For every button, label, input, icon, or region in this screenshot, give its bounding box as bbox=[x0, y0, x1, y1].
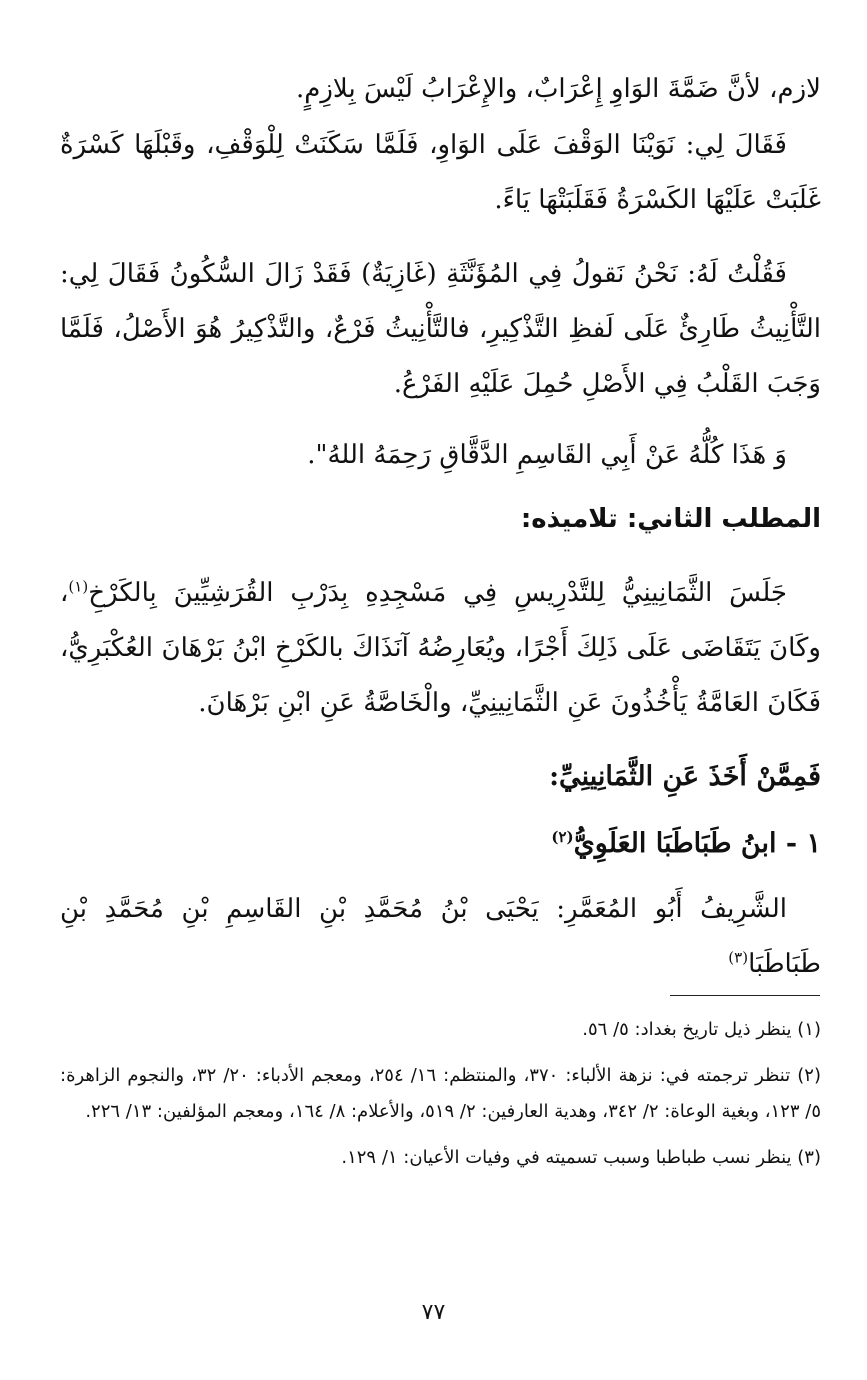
footnote-separator bbox=[670, 995, 820, 996]
footnote-3: (٣) ينظر نسب طباطبا وسبب تسميته في وفيات الأعيان: ١/ ١٢٩. bbox=[341, 1147, 821, 1168]
teaching-text-rest: ، وكَانَ يَتَقَاضَى عَلَى ذَلِكَ أَجْرًا، ويُعَارِضُهُ آنَذَاكَ بالكَرْخِ ابْنُ بَرْهَانَ العُكْبَرِيُّ، فَكَانَ العَامَّةُ يَأْخُذُونَ عَنِ الثَّمَانِينِيِّ، والْخَاصَّةُ عَنِ ابْنِ بَرْهَانَ. bbox=[60, 578, 821, 718]
students-subheading: فَمِمَّنْ أَخَذَ عَنِ الثَّمَانِينِيِّ: bbox=[549, 761, 821, 792]
student-name: ١ - ابنُ طَبَاطَبَا العَلَوِيُّ bbox=[573, 828, 821, 859]
footnote-ref-1: (١) bbox=[68, 577, 89, 596]
paragraph-taneeth: فَقُلْتُ لَهُ: نَحْنُ نَقولُ فِي المُؤَنَّثَةِ (غَازِيَةٌ) فَقَدْ زَالَ السُّكُونُ فَقَالَ لِي: التَّأْنِيثُ طَارِئٌ عَلَى لَفظِ التَّذْكِيرِ، فالتَّأْنِيثُ فَرْعٌ، والتَّذْكِيرُ هُوَ الأَصْلُ، فَلَمَّا وَجَبَ القَلْبُ فِي الأَصْلِ حُمِلَ عَلَيْهِ الفَرْعُ. bbox=[60, 259, 821, 399]
sharif-text: الشَّرِيفُ أَبُو المُعَمَّرِ: يَحْيَى بْنُ مُحَمَّدِ بْنِ القَاسِمِ بْنِ مُحَمَّدِ بْنِ طَبَاطَبَا bbox=[60, 894, 821, 979]
footnote-2: (٢) تنظر ترجمته في: نزهة الألباء: ٣٧٠، والمنتظم: ١٦/ ٢٥٤، ومعجم الأدباء: ٢٠/ ٣٢، والنجوم الزاهرة: ٥/ ١٢٣، وبغية الوعاة: ٢/ ٣٤٢، وهدية العارفين: ٢/ ٥١٩، والأعلام: ٨/ ١٦٤، ومعجم المؤلفين: ١٣/ ٢٢٦. bbox=[60, 1065, 821, 1122]
page-number: ٧٧ bbox=[421, 1300, 446, 1325]
footnotes bbox=[60, 1012, 821, 1186]
section-heading-students: المطلب الثاني: تلاميذه: bbox=[520, 504, 821, 534]
student-item-1-title bbox=[60, 822, 821, 866]
paragraph-teaching bbox=[60, 566, 821, 731]
teaching-text-start: جَلَسَ الثَّمَانِينِيُّ لِلتَّدْرِيسِ فِي مَسْجِدِهِ بِدَرْبِ القُرَشِيِّينَ بِالكَرْخِ bbox=[88, 578, 787, 608]
footnote-ref-2: (٢) bbox=[551, 828, 574, 846]
paragraph-daqqaq: وَ هَذَا كُلُّهُ عَنْ أَبِي القَاسِمِ الدَّقَّاقِ رَحِمَهُ اللهُ". bbox=[307, 440, 787, 470]
paragraph-sharif bbox=[60, 882, 821, 992]
paragraph-lazim: لازم، لأنَّ ضَمَّةَ الوَاوِ إِعْرَابٌ، والإِعْرَابُ لَيْسَ بِلازِمٍ. bbox=[296, 74, 821, 104]
footnote-ref-3: (٣) bbox=[728, 948, 749, 967]
paragraph-waqf: فَقَالَ لِي: نَوَيْنَا الوَقْفَ عَلَى الوَاوِ، فَلَمَّا سَكَنَتْ لِلْوَقْفِ، وقَبْلَهَا كَسْرَةٌ غَلَبَتْ عَلَيْهَا الكَسْرَةُ فَقَلَبَتْهَا يَاءً. bbox=[60, 130, 821, 215]
footnote-1: (١) ينظر ذيل تاريخ بغداد: ٥/ ٥٦. bbox=[582, 1019, 821, 1040]
